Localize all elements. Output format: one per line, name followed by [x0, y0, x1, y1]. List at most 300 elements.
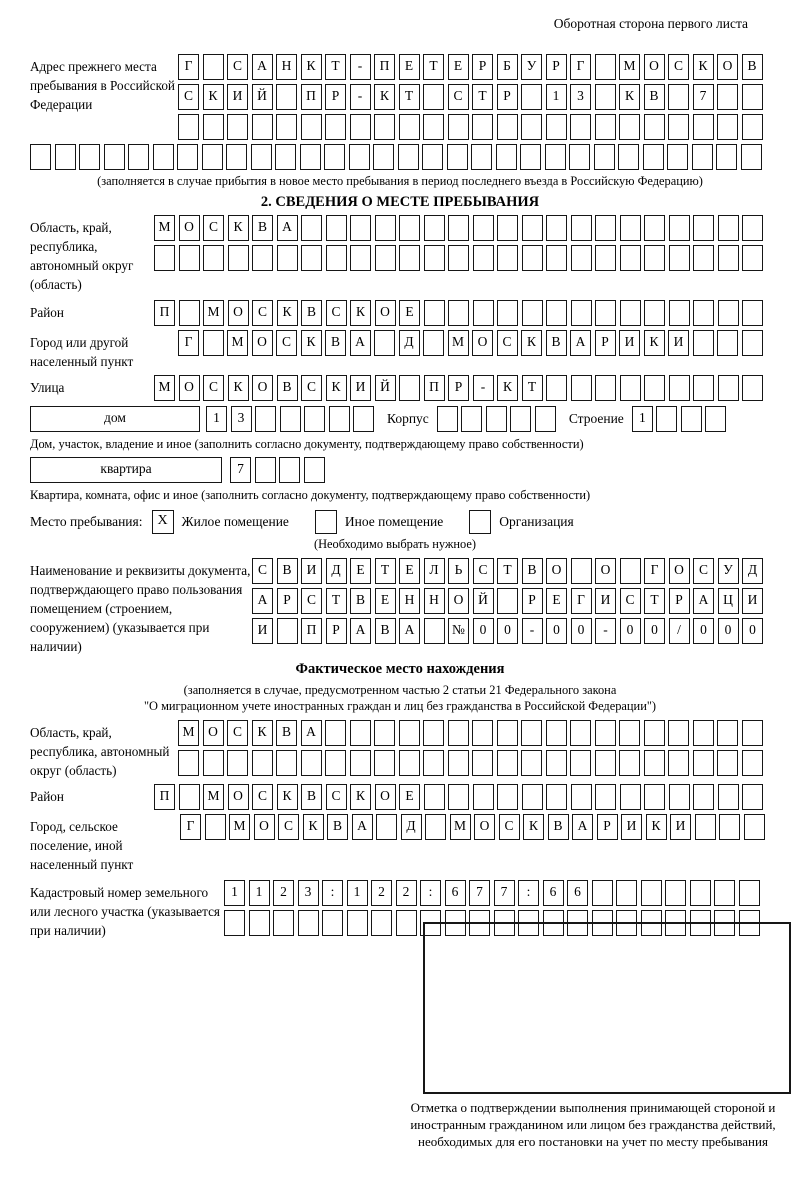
char-box[interactable] [714, 910, 735, 936]
char-box[interactable]: 0 [473, 618, 494, 644]
char-box[interactable]: Е [399, 784, 420, 810]
char-box[interactable] [325, 720, 346, 746]
char-box[interactable]: С [668, 54, 689, 80]
char-box[interactable]: П [374, 54, 395, 80]
char-box[interactable]: М [154, 215, 175, 241]
char-box[interactable] [595, 114, 616, 140]
char-box[interactable] [301, 215, 322, 241]
char-box[interactable]: К [693, 54, 714, 80]
char-box[interactable] [742, 784, 763, 810]
char-box[interactable]: А [350, 330, 371, 356]
char-box[interactable]: О [644, 54, 665, 80]
char-box[interactable]: Г [178, 54, 199, 80]
char-box[interactable]: : [420, 880, 441, 906]
char-box[interactable] [178, 114, 199, 140]
checkbox-other-premises[interactable] [315, 510, 337, 534]
char-box[interactable]: 0 [742, 618, 763, 644]
char-box[interactable]: И [670, 814, 691, 840]
char-box[interactable]: 0 [620, 618, 641, 644]
char-box[interactable]: А [352, 814, 373, 840]
char-box[interactable] [325, 750, 346, 776]
char-box[interactable] [473, 300, 494, 326]
char-box[interactable]: М [448, 330, 469, 356]
char-box[interactable] [744, 814, 765, 840]
char-box[interactable] [644, 750, 665, 776]
char-box[interactable] [669, 245, 690, 271]
char-box[interactable] [644, 300, 665, 326]
char-box[interactable] [521, 750, 542, 776]
char-box[interactable]: Р [277, 588, 298, 614]
char-box[interactable] [179, 300, 200, 326]
char-box[interactable] [448, 245, 469, 271]
char-box[interactable]: С [473, 558, 494, 584]
char-box[interactable]: Г [644, 558, 665, 584]
char-box[interactable]: Г [178, 330, 199, 356]
char-box[interactable]: П [154, 300, 175, 326]
char-box[interactable]: - [522, 618, 543, 644]
char-box[interactable] [420, 910, 441, 936]
char-box[interactable]: 0 [546, 618, 567, 644]
char-box[interactable]: В [350, 588, 371, 614]
char-box[interactable] [374, 114, 395, 140]
char-box[interactable] [423, 750, 444, 776]
char-box[interactable] [423, 720, 444, 746]
char-box[interactable] [301, 750, 322, 776]
char-box[interactable] [571, 375, 592, 401]
char-box[interactable]: И [301, 558, 322, 584]
char-box[interactable] [522, 300, 543, 326]
char-box[interactable]: Р [522, 588, 543, 614]
char-box[interactable]: Т [375, 558, 396, 584]
char-box[interactable]: С [326, 300, 347, 326]
char-box[interactable]: С [276, 330, 297, 356]
char-box[interactable]: С [278, 814, 299, 840]
char-box[interactable] [570, 114, 591, 140]
char-box[interactable] [693, 720, 714, 746]
char-box[interactable] [153, 144, 174, 170]
char-box[interactable]: 1 [546, 84, 567, 110]
char-box[interactable] [742, 114, 763, 140]
char-box[interactable] [669, 784, 690, 810]
char-box[interactable] [522, 215, 543, 241]
char-box[interactable] [739, 880, 760, 906]
char-box[interactable] [669, 375, 690, 401]
char-box[interactable]: К [277, 300, 298, 326]
char-box[interactable] [546, 300, 567, 326]
char-box[interactable]: И [621, 814, 642, 840]
char-box[interactable]: 7 [469, 880, 490, 906]
char-box[interactable] [641, 880, 662, 906]
char-box[interactable]: К [203, 84, 224, 110]
char-box[interactable] [592, 910, 613, 936]
char-box[interactable]: С [227, 720, 248, 746]
char-box[interactable]: П [424, 375, 445, 401]
char-box[interactable] [535, 406, 556, 432]
char-box[interactable]: Е [399, 300, 420, 326]
char-box[interactable] [571, 245, 592, 271]
char-box[interactable] [205, 814, 226, 840]
char-box[interactable] [276, 750, 297, 776]
char-box[interactable] [249, 910, 270, 936]
char-box[interactable] [592, 880, 613, 906]
char-box[interactable] [424, 618, 445, 644]
char-box[interactable]: М [203, 300, 224, 326]
char-box[interactable]: - [473, 375, 494, 401]
char-box[interactable] [203, 330, 224, 356]
char-box[interactable]: Н [276, 54, 297, 80]
char-box[interactable] [742, 720, 763, 746]
char-box[interactable] [472, 720, 493, 746]
char-box[interactable] [705, 406, 726, 432]
char-box[interactable]: Т [326, 588, 347, 614]
char-box[interactable] [620, 558, 641, 584]
char-box[interactable] [693, 114, 714, 140]
char-box[interactable] [424, 245, 445, 271]
char-box[interactable] [496, 144, 517, 170]
char-box[interactable] [424, 784, 445, 810]
char-box[interactable] [644, 215, 665, 241]
char-box[interactable] [497, 720, 518, 746]
char-box[interactable] [280, 406, 301, 432]
char-box[interactable] [595, 784, 616, 810]
char-box[interactable]: В [277, 558, 298, 584]
char-box[interactable]: 1 [632, 406, 653, 432]
char-box[interactable] [741, 144, 762, 170]
char-box[interactable]: Р [448, 375, 469, 401]
char-box[interactable] [693, 784, 714, 810]
char-box[interactable]: В [301, 784, 322, 810]
char-box[interactable] [255, 457, 276, 483]
char-box[interactable]: Г [571, 588, 592, 614]
char-box[interactable] [399, 245, 420, 271]
char-box[interactable] [227, 750, 248, 776]
char-box[interactable]: О [228, 784, 249, 810]
char-box[interactable]: К [350, 300, 371, 326]
char-box[interactable] [179, 245, 200, 271]
char-box[interactable]: 6 [543, 880, 564, 906]
char-box[interactable] [719, 814, 740, 840]
char-box[interactable] [350, 114, 371, 140]
checkbox-residential[interactable]: X [152, 510, 174, 534]
char-box[interactable]: К [301, 54, 322, 80]
char-box[interactable]: Н [424, 588, 445, 614]
char-box[interactable]: С [203, 375, 224, 401]
char-box[interactable]: И [668, 330, 689, 356]
char-box[interactable] [520, 144, 541, 170]
char-box[interactable] [472, 750, 493, 776]
char-box[interactable]: В [548, 814, 569, 840]
char-box[interactable]: К [277, 784, 298, 810]
char-box[interactable] [668, 84, 689, 110]
char-box[interactable] [128, 144, 149, 170]
char-box[interactable]: А [301, 720, 322, 746]
char-box[interactable] [742, 330, 763, 356]
char-box[interactable]: В [375, 618, 396, 644]
char-box[interactable] [396, 910, 417, 936]
char-box[interactable]: А [572, 814, 593, 840]
char-box[interactable]: П [154, 784, 175, 810]
char-box[interactable] [518, 910, 539, 936]
char-box[interactable]: О [717, 54, 738, 80]
char-box[interactable]: Г [180, 814, 201, 840]
char-box[interactable] [79, 144, 100, 170]
char-box[interactable]: К [303, 814, 324, 840]
char-box[interactable]: 0 [571, 618, 592, 644]
char-box[interactable]: О [179, 375, 200, 401]
char-box[interactable]: И [595, 588, 616, 614]
char-box[interactable] [571, 558, 592, 584]
char-box[interactable] [473, 245, 494, 271]
char-box[interactable]: - [350, 84, 371, 110]
char-box[interactable] [399, 720, 420, 746]
char-box[interactable] [616, 910, 637, 936]
char-box[interactable] [226, 144, 247, 170]
char-box[interactable] [569, 144, 590, 170]
char-box[interactable]: С [252, 300, 273, 326]
char-box[interactable] [252, 245, 273, 271]
char-box[interactable] [644, 720, 665, 746]
char-box[interactable] [350, 245, 371, 271]
char-box[interactable]: Е [448, 54, 469, 80]
char-box[interactable]: № [448, 618, 469, 644]
char-box[interactable]: М [450, 814, 471, 840]
char-box[interactable]: 0 [644, 618, 665, 644]
char-box[interactable]: П [301, 84, 322, 110]
char-box[interactable] [718, 300, 739, 326]
char-box[interactable] [693, 245, 714, 271]
char-box[interactable] [742, 245, 763, 271]
char-box[interactable]: 1 [249, 880, 270, 906]
char-box[interactable] [374, 750, 395, 776]
char-box[interactable] [301, 114, 322, 140]
char-box[interactable]: С [448, 84, 469, 110]
house-type-cell[interactable]: дом [30, 406, 200, 432]
char-box[interactable] [717, 114, 738, 140]
char-box[interactable] [350, 750, 371, 776]
char-box[interactable]: С [178, 84, 199, 110]
char-box[interactable]: О [252, 330, 273, 356]
char-box[interactable] [595, 300, 616, 326]
char-box[interactable] [469, 910, 490, 936]
char-box[interactable]: К [374, 84, 395, 110]
char-box[interactable] [497, 245, 518, 271]
char-box[interactable]: О [203, 720, 224, 746]
char-box[interactable] [373, 144, 394, 170]
char-box[interactable]: А [277, 215, 298, 241]
char-box[interactable] [668, 720, 689, 746]
char-box[interactable]: 3 [231, 406, 252, 432]
char-box[interactable]: О [546, 558, 567, 584]
char-box[interactable]: Р [497, 84, 518, 110]
char-box[interactable]: С [326, 784, 347, 810]
char-box[interactable] [251, 144, 272, 170]
char-box[interactable] [510, 406, 531, 432]
char-box[interactable]: С [301, 375, 322, 401]
char-box[interactable] [154, 245, 175, 271]
char-box[interactable]: О [375, 784, 396, 810]
char-box[interactable] [644, 114, 665, 140]
char-box[interactable] [276, 114, 297, 140]
char-box[interactable]: Й [252, 84, 273, 110]
char-box[interactable]: П [301, 618, 322, 644]
char-box[interactable]: В [276, 720, 297, 746]
char-box[interactable]: В [546, 330, 567, 356]
char-box[interactable] [437, 406, 458, 432]
char-box[interactable] [693, 375, 714, 401]
char-box[interactable] [376, 814, 397, 840]
char-box[interactable]: 7 [230, 457, 251, 483]
char-box[interactable] [620, 784, 641, 810]
char-box[interactable] [275, 144, 296, 170]
char-box[interactable] [546, 375, 567, 401]
char-box[interactable]: Р [669, 588, 690, 614]
char-box[interactable] [277, 245, 298, 271]
char-box[interactable] [665, 880, 686, 906]
char-box[interactable] [669, 215, 690, 241]
char-box[interactable] [620, 245, 641, 271]
char-box[interactable]: Е [375, 588, 396, 614]
char-box[interactable]: М [203, 784, 224, 810]
char-box[interactable] [350, 215, 371, 241]
char-box[interactable]: С [301, 588, 322, 614]
char-box[interactable] [224, 910, 245, 936]
char-box[interactable] [546, 750, 567, 776]
char-box[interactable] [643, 144, 664, 170]
char-box[interactable]: Е [399, 54, 420, 80]
char-box[interactable] [472, 114, 493, 140]
char-box[interactable] [693, 300, 714, 326]
char-box[interactable]: О [375, 300, 396, 326]
char-box[interactable] [177, 144, 198, 170]
char-box[interactable]: М [227, 330, 248, 356]
char-box[interactable]: С [203, 215, 224, 241]
char-box[interactable] [202, 144, 223, 170]
char-box[interactable] [448, 300, 469, 326]
char-box[interactable] [473, 784, 494, 810]
char-box[interactable]: Е [399, 558, 420, 584]
apartment-type-cell[interactable]: квартира [30, 457, 222, 483]
char-box[interactable] [616, 880, 637, 906]
char-box[interactable]: О [669, 558, 690, 584]
char-box[interactable] [203, 750, 224, 776]
char-box[interactable]: Д [742, 558, 763, 584]
char-box[interactable] [227, 114, 248, 140]
char-box[interactable] [595, 375, 616, 401]
char-box[interactable] [497, 300, 518, 326]
char-box[interactable] [203, 114, 224, 140]
char-box[interactable]: Д [401, 814, 422, 840]
char-box[interactable]: 1 [347, 880, 368, 906]
char-box[interactable] [620, 300, 641, 326]
char-box[interactable]: : [518, 880, 539, 906]
char-box[interactable]: С [252, 784, 273, 810]
char-box[interactable]: В [325, 330, 346, 356]
char-box[interactable]: Е [546, 588, 567, 614]
char-box[interactable] [644, 375, 665, 401]
char-box[interactable] [669, 300, 690, 326]
char-box[interactable]: О [228, 300, 249, 326]
char-box[interactable]: Й [375, 375, 396, 401]
char-box[interactable]: / [669, 618, 690, 644]
char-box[interactable] [594, 144, 615, 170]
char-box[interactable] [252, 750, 273, 776]
char-box[interactable] [448, 114, 469, 140]
char-box[interactable] [546, 245, 567, 271]
char-box[interactable] [742, 300, 763, 326]
char-box[interactable] [571, 784, 592, 810]
char-box[interactable] [570, 720, 591, 746]
char-box[interactable] [681, 406, 702, 432]
char-box[interactable] [279, 457, 300, 483]
char-box[interactable]: К [326, 375, 347, 401]
char-box[interactable] [471, 144, 492, 170]
char-box[interactable] [104, 144, 125, 170]
char-box[interactable]: И [742, 588, 763, 614]
char-box[interactable]: В [277, 375, 298, 401]
char-box[interactable] [298, 910, 319, 936]
char-box[interactable]: Р [472, 54, 493, 80]
char-box[interactable]: О [474, 814, 495, 840]
char-box[interactable] [718, 784, 739, 810]
char-box[interactable] [690, 880, 711, 906]
char-box[interactable] [595, 54, 616, 80]
char-box[interactable] [693, 750, 714, 776]
char-box[interactable]: Д [399, 330, 420, 356]
char-box[interactable] [497, 784, 518, 810]
char-box[interactable]: С [499, 814, 520, 840]
char-box[interactable]: О [448, 588, 469, 614]
char-box[interactable] [595, 84, 616, 110]
char-box[interactable] [641, 910, 662, 936]
char-box[interactable]: А [252, 588, 273, 614]
char-box[interactable] [667, 144, 688, 170]
char-box[interactable]: Б [497, 54, 518, 80]
char-box[interactable] [30, 144, 51, 170]
char-box[interactable] [742, 750, 763, 776]
char-box[interactable] [252, 114, 273, 140]
char-box[interactable]: С [497, 330, 518, 356]
char-box[interactable] [497, 215, 518, 241]
char-box[interactable] [497, 750, 518, 776]
char-box[interactable] [322, 910, 343, 936]
char-box[interactable] [423, 84, 444, 110]
char-box[interactable] [567, 910, 588, 936]
char-box[interactable] [570, 750, 591, 776]
char-box[interactable] [742, 84, 763, 110]
char-box[interactable]: К [228, 375, 249, 401]
char-box[interactable] [716, 144, 737, 170]
char-box[interactable] [304, 406, 325, 432]
char-box[interactable]: И [252, 618, 273, 644]
char-box[interactable]: М [154, 375, 175, 401]
char-box[interactable] [399, 750, 420, 776]
char-box[interactable] [521, 84, 542, 110]
char-box[interactable] [739, 910, 760, 936]
char-box[interactable] [742, 215, 763, 241]
char-box[interactable]: 1 [224, 880, 245, 906]
char-box[interactable] [374, 720, 395, 746]
char-box[interactable]: 2 [371, 880, 392, 906]
char-box[interactable] [692, 144, 713, 170]
char-box[interactable] [374, 330, 395, 356]
char-box[interactable]: Р [325, 84, 346, 110]
char-box[interactable] [448, 215, 469, 241]
char-box[interactable]: А [693, 588, 714, 614]
char-box[interactable]: Р [595, 330, 616, 356]
char-box[interactable] [461, 406, 482, 432]
char-box[interactable] [546, 215, 567, 241]
char-box[interactable]: 6 [567, 880, 588, 906]
